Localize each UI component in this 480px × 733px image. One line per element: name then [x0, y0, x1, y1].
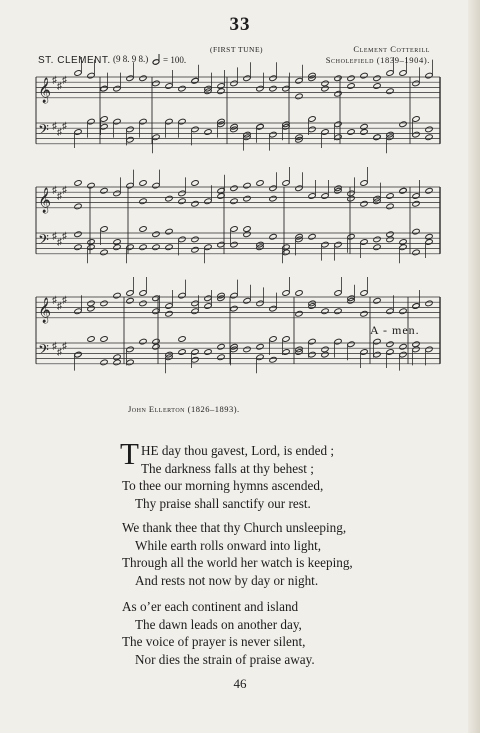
notehead	[165, 310, 173, 317]
notehead	[178, 190, 186, 197]
notehead	[126, 182, 134, 189]
notehead	[282, 180, 290, 187]
sharp-icon: ♯	[52, 121, 57, 132]
notehead	[308, 233, 316, 240]
notehead	[152, 308, 160, 315]
notehead	[373, 83, 381, 90]
notehead	[360, 129, 368, 136]
notehead	[74, 244, 82, 251]
notehead	[191, 180, 199, 187]
notehead	[282, 290, 290, 297]
notehead	[113, 244, 121, 251]
notehead	[347, 83, 355, 90]
sharp-icon: ♯	[52, 185, 57, 196]
notehead	[126, 359, 134, 366]
notehead	[269, 131, 277, 138]
sharp-icon: ♯	[57, 191, 62, 202]
notehead	[347, 129, 355, 136]
notehead	[412, 341, 420, 348]
notehead	[321, 193, 329, 200]
notehead	[126, 244, 134, 251]
treble-clef-icon: 𝄞	[38, 187, 52, 212]
notehead	[100, 85, 108, 92]
notehead	[74, 180, 82, 187]
notehead	[165, 303, 173, 310]
notehead	[243, 297, 251, 304]
notehead	[152, 231, 160, 238]
sharp-icon: ♯	[57, 237, 62, 248]
notehead	[399, 239, 407, 246]
verse-line: To thee our morning hymns ascended,	[122, 478, 324, 493]
notehead	[230, 226, 238, 233]
notehead	[204, 198, 212, 205]
notehead	[373, 244, 381, 251]
notehead	[87, 239, 95, 246]
notehead	[386, 236, 394, 243]
sharp-icon: ♯	[57, 301, 62, 312]
notehead	[113, 190, 121, 197]
notehead	[334, 290, 342, 297]
notehead	[321, 80, 329, 87]
notehead	[204, 349, 212, 356]
notehead	[425, 346, 433, 353]
notehead	[243, 182, 251, 189]
notehead	[191, 300, 199, 307]
notehead	[230, 185, 238, 192]
notehead	[139, 244, 147, 251]
notehead	[308, 126, 316, 133]
notehead	[386, 341, 394, 348]
notehead	[87, 305, 95, 312]
page-number: 46	[233, 676, 247, 691]
notehead	[126, 75, 134, 82]
notehead	[139, 338, 147, 345]
notehead	[373, 134, 381, 141]
notehead	[165, 118, 173, 125]
notehead	[100, 226, 108, 233]
notehead	[360, 310, 368, 317]
notehead	[412, 303, 420, 310]
notehead	[360, 349, 368, 356]
hymn-number: 33	[229, 14, 251, 35]
notehead	[373, 338, 381, 345]
sharp-icon: ♯	[62, 75, 67, 86]
notehead	[100, 123, 108, 130]
notehead	[360, 239, 368, 246]
notehead	[412, 200, 420, 207]
notehead	[412, 131, 420, 138]
treble-clef-icon: 𝄞	[38, 77, 52, 102]
notehead	[412, 249, 420, 256]
notehead	[165, 195, 173, 202]
notehead	[152, 182, 160, 189]
notehead	[282, 249, 290, 256]
notehead	[230, 305, 238, 312]
notehead	[373, 351, 381, 358]
sharp-icon: ♯	[62, 185, 67, 196]
tune-label: (FIRST TUNE)	[210, 45, 264, 54]
verse-line: While earth rolls onward into light,	[135, 537, 322, 553]
notehead	[165, 244, 173, 251]
notehead	[412, 228, 420, 235]
notehead	[178, 198, 186, 205]
notehead	[178, 292, 186, 299]
notehead	[269, 85, 277, 92]
notehead	[386, 88, 394, 95]
notehead	[399, 187, 407, 194]
notehead	[256, 354, 264, 361]
notehead	[347, 341, 355, 348]
composer-line-2: Scholefield (1839–1904).	[325, 55, 430, 65]
verse-line: Thy praise shall sanctify our rest.	[135, 495, 311, 511]
notehead	[191, 200, 199, 207]
notehead	[178, 85, 186, 92]
notehead	[321, 308, 329, 315]
notehead	[425, 233, 433, 240]
notehead	[269, 195, 277, 202]
notehead	[74, 308, 82, 315]
verse-line: Through all the world her watch is keeping,	[122, 555, 353, 570]
notehead	[100, 359, 108, 366]
sharp-icon: ♯	[57, 81, 62, 92]
notehead	[347, 233, 355, 240]
hymn-author: John Ellerton (1826–1893).	[128, 404, 240, 414]
notehead	[334, 75, 342, 82]
notehead	[256, 300, 264, 307]
notehead	[126, 297, 134, 304]
notehead	[399, 308, 407, 315]
notehead	[152, 80, 160, 87]
notehead	[217, 343, 225, 350]
notehead	[243, 195, 251, 202]
notehead	[178, 336, 186, 343]
notehead	[334, 308, 342, 315]
notehead	[308, 193, 316, 200]
notehead	[347, 195, 355, 202]
notehead	[87, 182, 95, 189]
notehead	[100, 187, 108, 194]
notehead	[139, 300, 147, 307]
treble-clef-icon: 𝄞	[38, 297, 52, 322]
notehead	[191, 246, 199, 253]
notehead	[74, 351, 82, 358]
notehead	[295, 290, 303, 297]
notehead	[230, 80, 238, 87]
notehead	[386, 70, 394, 77]
bass-clef-icon: 𝄢	[38, 232, 49, 251]
notehead	[100, 116, 108, 123]
notehead	[178, 236, 186, 243]
notehead	[425, 126, 433, 133]
bass-clef-icon: 𝄢	[38, 122, 49, 141]
notehead	[139, 75, 147, 82]
verse-line: And rests not now by day or night.	[135, 572, 319, 588]
notehead	[230, 198, 238, 205]
notehead	[360, 200, 368, 207]
notehead	[204, 129, 212, 136]
notehead	[321, 241, 329, 248]
amen-label: A - men.	[370, 323, 420, 337]
verse-3	[122, 598, 315, 668]
notehead	[217, 354, 225, 361]
notehead	[191, 126, 199, 133]
sharp-icon: ♯	[57, 127, 62, 138]
notehead	[100, 336, 108, 343]
notehead	[204, 303, 212, 310]
notehead	[308, 351, 316, 358]
notehead	[113, 85, 121, 92]
notehead	[399, 70, 407, 77]
notehead	[386, 203, 394, 210]
notehead	[178, 349, 186, 356]
notehead	[152, 134, 160, 141]
verse-line: The dawn leads on another day,	[135, 616, 302, 632]
verse-line: HE day thou gavest, Lord, is ended ;	[141, 443, 335, 458]
notehead	[425, 72, 433, 79]
notehead	[386, 193, 394, 200]
notehead	[334, 134, 342, 141]
notehead	[256, 343, 264, 350]
notehead	[243, 346, 251, 353]
verse-1	[122, 442, 334, 512]
notehead	[204, 244, 212, 251]
sharp-icon: ♯	[52, 231, 57, 242]
notehead	[295, 77, 303, 84]
notehead	[230, 241, 238, 248]
notehead	[360, 72, 368, 79]
notehead	[256, 123, 264, 130]
notehead	[74, 203, 82, 210]
notehead	[113, 292, 121, 299]
drop-cap: T	[120, 436, 139, 471]
notehead	[243, 75, 251, 82]
notehead	[412, 80, 420, 87]
sharp-icon: ♯	[52, 341, 57, 352]
notehead	[126, 346, 134, 353]
notehead	[399, 343, 407, 350]
notehead	[360, 290, 368, 297]
notehead	[347, 75, 355, 82]
notehead	[373, 75, 381, 82]
notehead	[386, 308, 394, 315]
notehead	[74, 231, 82, 238]
notehead	[74, 129, 82, 136]
sharp-icon: ♯	[62, 295, 67, 306]
notehead	[152, 244, 160, 251]
notehead	[191, 356, 199, 363]
notehead	[191, 349, 199, 356]
notehead	[139, 180, 147, 187]
bass-clef-icon: 𝄢	[38, 342, 49, 361]
notehead	[334, 241, 342, 248]
notehead	[295, 185, 303, 192]
notehead	[87, 118, 95, 125]
notehead	[373, 236, 381, 243]
notehead	[269, 233, 277, 240]
notehead	[412, 193, 420, 200]
verse-line: As o’er each continent and island	[122, 599, 299, 614]
verse-line: The voice of prayer is never silent,	[122, 634, 306, 649]
notehead	[269, 336, 277, 343]
notehead	[139, 198, 147, 205]
notehead	[204, 295, 212, 302]
notehead	[308, 338, 316, 345]
notehead	[152, 295, 160, 302]
notehead	[282, 349, 290, 356]
notehead	[321, 129, 329, 136]
notehead	[308, 116, 316, 123]
notehead	[321, 346, 329, 353]
notehead	[334, 121, 342, 128]
notehead	[399, 351, 407, 358]
notehead	[139, 226, 147, 233]
notehead	[87, 336, 95, 343]
notehead	[100, 249, 108, 256]
notehead	[256, 180, 264, 187]
notehead	[191, 236, 199, 243]
notehead	[282, 336, 290, 343]
notehead	[191, 77, 199, 84]
verse-2	[122, 519, 353, 589]
notehead	[256, 85, 264, 92]
sharp-icon: ♯	[57, 347, 62, 358]
notehead	[126, 136, 134, 143]
notehead	[243, 231, 251, 238]
verse-line: The darkness falls at thy behest ;	[141, 460, 314, 476]
notehead	[139, 290, 147, 297]
notehead	[178, 118, 186, 125]
notehead	[412, 116, 420, 123]
notehead	[126, 290, 134, 297]
notehead	[373, 297, 381, 304]
notehead	[295, 310, 303, 317]
notehead	[269, 185, 277, 192]
notehead	[139, 118, 147, 125]
notehead	[100, 300, 108, 307]
notehead	[334, 90, 342, 97]
sharp-icon: ♯	[62, 121, 67, 132]
notehead	[217, 88, 225, 95]
notehead	[425, 187, 433, 194]
verse-line: Nor dies the strain of praise away.	[135, 651, 315, 667]
sharp-icon: ♯	[52, 75, 57, 86]
sharp-icon: ♯	[52, 295, 57, 306]
notehead	[87, 72, 95, 79]
verse-line: We thank thee that thy Church unsleeping,	[122, 520, 347, 535]
notehead	[269, 305, 277, 312]
sharp-icon: ♯	[62, 341, 67, 352]
notehead	[360, 180, 368, 187]
notehead	[399, 121, 407, 128]
notehead	[269, 75, 277, 82]
notehead	[165, 228, 173, 235]
composer-line-1: Clement Cotterill	[353, 44, 430, 54]
tune-name: ST. CLEMENT.	[38, 55, 111, 66]
sharp-icon: ♯	[62, 231, 67, 242]
notehead	[295, 93, 303, 100]
notehead	[334, 338, 342, 345]
notehead	[152, 343, 160, 350]
notehead	[191, 308, 199, 315]
notehead	[74, 70, 82, 77]
notehead	[269, 356, 277, 363]
notehead	[113, 118, 121, 125]
notehead	[230, 292, 238, 299]
notehead	[126, 126, 134, 133]
tune-meter: (9 8. 9 8.)	[113, 54, 149, 64]
notehead	[165, 83, 173, 90]
tempo-value: = 100.	[163, 55, 187, 65]
notehead	[113, 359, 121, 366]
notehead	[425, 300, 433, 307]
notehead	[386, 349, 394, 356]
notehead	[425, 134, 433, 141]
